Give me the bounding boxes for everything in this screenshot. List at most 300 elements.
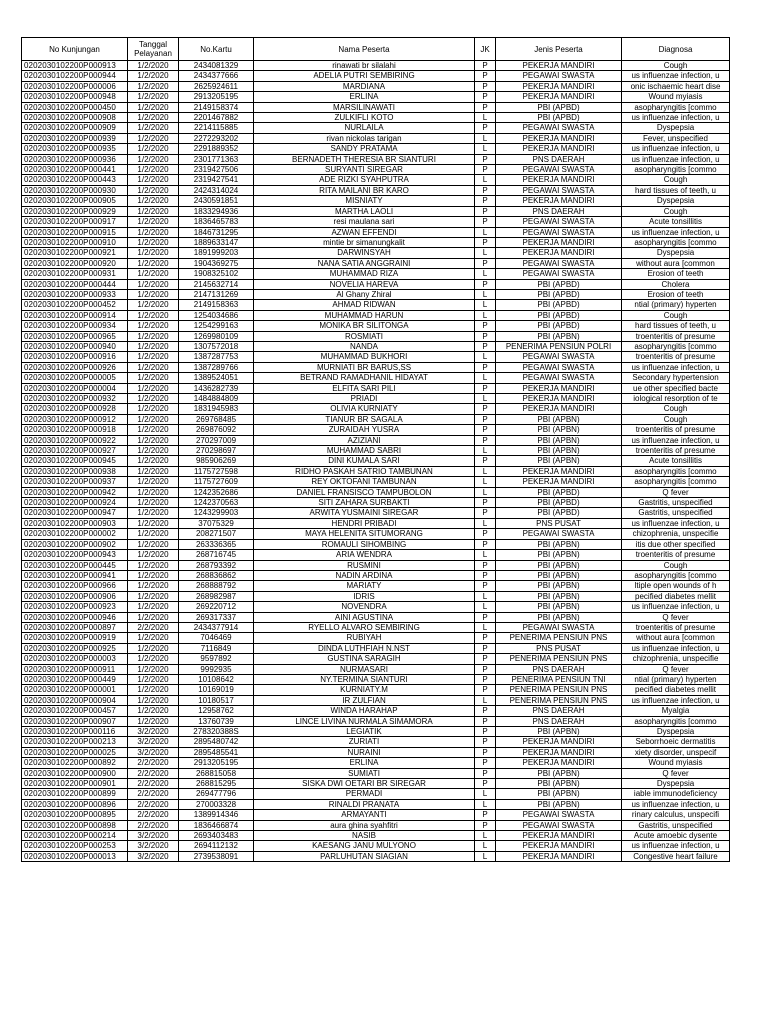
table-row — [22, 81, 730, 91]
cell-diagnosa: ue other specified bacte — [622, 383, 730, 393]
cell-diagnosa: Congestive heart failure — [622, 851, 730, 861]
cell-jk: P — [475, 331, 496, 341]
cell-diagnosa: us influenzae infection, u — [622, 71, 730, 81]
cell-jk: P — [475, 279, 496, 289]
cell-no-kartu: 1389524051 — [179, 373, 254, 383]
cell-no-kartu: 1175727609 — [179, 477, 254, 487]
cell-no-kunjungan: 0202030102200P000926 — [22, 362, 128, 372]
cell-no-kartu: 269876092 — [179, 425, 254, 435]
cell-no-kartu: 1484884809 — [179, 394, 254, 404]
cell-no-kartu: 2895480742 — [179, 737, 254, 747]
cell-nama-peserta: ARMAYANTI — [254, 810, 475, 820]
cell-tanggal-pelayanan: 2/2/2020 — [128, 820, 179, 830]
cell-no-kunjungan: 0202030102200P000001 — [22, 685, 128, 695]
cell-jk: L — [475, 394, 496, 404]
cell-nama-peserta: NY.TERMINA SIANTURI — [254, 674, 475, 684]
cell-jenis-peserta: PEGAWAI SWASTA — [496, 71, 622, 81]
cell-jenis-peserta: PEKERJA MANDIRI — [496, 758, 622, 768]
cell-diagnosa: troenteritis of presume — [622, 352, 730, 362]
cell-jenis-peserta: PEKERJA MANDIRI — [496, 747, 622, 757]
cell-jenis-peserta: PEGAWAI SWASTA — [496, 217, 622, 227]
cell-tanggal-pelayanan: 1/2/2020 — [128, 144, 179, 154]
cell-no-kartu: 1436282739 — [179, 383, 254, 393]
cell-diagnosa: Q fever — [622, 768, 730, 778]
cell-no-kartu: 268716745 — [179, 550, 254, 560]
cell-tanggal-pelayanan: 2/2/2020 — [128, 758, 179, 768]
cell-nama-peserta: PARLUHUTAN SIAGIAN — [254, 851, 475, 861]
table-row — [22, 258, 730, 268]
cell-jenis-peserta: PEKERJA MANDIRI — [496, 831, 622, 841]
cell-tanggal-pelayanan: 1/2/2020 — [128, 227, 179, 237]
cell-jk: P — [475, 61, 496, 71]
cell-jk: L — [475, 144, 496, 154]
cell-no-kartu: 7046469 — [179, 633, 254, 643]
table-row — [22, 550, 730, 560]
cell-no-kunjungan: 0202030102200P000946 — [22, 612, 128, 622]
cell-tanggal-pelayanan: 3/2/2020 — [128, 737, 179, 747]
cell-no-kunjungan: 0202030102200P000900 — [22, 768, 128, 778]
cell-diagnosa: Cough — [622, 310, 730, 320]
cell-tanggal-pelayanan: 1/2/2020 — [128, 654, 179, 664]
table-row — [22, 706, 730, 716]
cell-jk: P — [475, 570, 496, 580]
cell-diagnosa: us influenzae infection, u — [622, 154, 730, 164]
patient-visit-table — [21, 37, 730, 862]
cell-tanggal-pelayanan: 1/2/2020 — [128, 498, 179, 508]
cell-jk: P — [475, 383, 496, 393]
cell-jk: P — [475, 820, 496, 830]
cell-diagnosa: itis due other specified — [622, 539, 730, 549]
cell-jenis-peserta: PEGAWAI SWASTA — [496, 373, 622, 383]
cell-jenis-peserta: PBI (APBN) — [496, 446, 622, 456]
cell-jenis-peserta: PBI (APBN) — [496, 414, 622, 424]
cell-nama-peserta: AZWAN EFFENDI — [254, 227, 475, 237]
cell-jk: L — [475, 248, 496, 258]
cell-nama-peserta: NOVELIA HAREVA — [254, 279, 475, 289]
cell-no-kunjungan: 0202030102200P000939 — [22, 133, 128, 143]
cell-no-kunjungan: 0202030102200P000905 — [22, 196, 128, 206]
cell-nama-peserta: RITA MAILANI BR KARO — [254, 185, 475, 195]
cell-no-kunjungan: 0202030102200P000449 — [22, 674, 128, 684]
cell-jk: L — [475, 477, 496, 487]
cell-jk: L — [475, 227, 496, 237]
cell-jenis-peserta: PENERIMA PENSIUN POLRI — [496, 341, 622, 351]
table-row — [22, 435, 730, 445]
cell-tanggal-pelayanan: 1/2/2020 — [128, 258, 179, 268]
cell-jk: P — [475, 81, 496, 91]
cell-nama-peserta: MONIKA BR SILITONGA — [254, 321, 475, 331]
cell-no-kunjungan: 0202030102200P000002 — [22, 529, 128, 539]
cell-no-kartu: 268836862 — [179, 570, 254, 580]
table-row — [22, 144, 730, 154]
cell-no-kartu: 263336365 — [179, 539, 254, 549]
header-tanggal-pelayanan: Tanggal Pelayanan — [128, 38, 179, 61]
cell-jk: P — [475, 321, 496, 331]
cell-nama-peserta: NURLAILA — [254, 123, 475, 133]
cell-jk: L — [475, 300, 496, 310]
cell-no-kunjungan: 0202030102200P000904 — [22, 695, 128, 705]
table-row — [22, 165, 730, 175]
table-row — [22, 727, 730, 737]
cell-nama-peserta: SUMIATI — [254, 768, 475, 778]
table-row — [22, 466, 730, 476]
cell-no-kartu: 1836466874 — [179, 820, 254, 830]
table-row — [22, 404, 730, 414]
cell-nama-peserta: NADIN ARDINA — [254, 570, 475, 580]
cell-jk: P — [475, 716, 496, 726]
cell-diagnosa: us influenzae infection, u — [622, 602, 730, 612]
cell-jk: P — [475, 685, 496, 695]
cell-no-kunjungan: 0202030102200P000116 — [22, 727, 128, 737]
cell-no-kartu: 269477796 — [179, 789, 254, 799]
cell-nama-peserta: NOVENDRA — [254, 602, 475, 612]
cell-tanggal-pelayanan: 1/2/2020 — [128, 185, 179, 195]
cell-tanggal-pelayanan: 3/2/2020 — [128, 841, 179, 851]
cell-tanggal-pelayanan: 3/2/2020 — [128, 831, 179, 841]
cell-jenis-peserta: PENERIMA PENSIUN PNS — [496, 633, 622, 643]
table-row — [22, 498, 730, 508]
cell-tanggal-pelayanan: 1/2/2020 — [128, 446, 179, 456]
cell-tanggal-pelayanan: 1/2/2020 — [128, 133, 179, 143]
cell-nama-peserta: MUHAMMAD RIZA — [254, 269, 475, 279]
header-nama-peserta: Nama Peserta — [254, 38, 475, 61]
cell-no-kunjungan: 0202030102200P000914 — [22, 310, 128, 320]
cell-jenis-peserta: PEKERJA MANDIRI — [496, 383, 622, 393]
table-row — [22, 779, 730, 789]
table-row — [22, 477, 730, 487]
cell-jenis-peserta: PBI (APBN) — [496, 570, 622, 580]
table-row — [22, 206, 730, 216]
table-row — [22, 113, 730, 123]
cell-diagnosa: Gastritis, unspecified — [622, 508, 730, 518]
cell-no-kartu: 268982987 — [179, 591, 254, 601]
cell-no-kartu: 268815295 — [179, 779, 254, 789]
cell-nama-peserta: REY OKTOFANI TAMBUNAN — [254, 477, 475, 487]
cell-no-kartu: 1254034686 — [179, 310, 254, 320]
table-row — [22, 570, 730, 580]
cell-no-kunjungan: 0202030102200P000947 — [22, 508, 128, 518]
cell-nama-peserta: ELFITA SARI PILI — [254, 383, 475, 393]
cell-nama-peserta: ZURAIDAH YUSRA — [254, 425, 475, 435]
cell-nama-peserta: aura ghina syahfitri — [254, 820, 475, 830]
cell-tanggal-pelayanan: 1/2/2020 — [128, 113, 179, 123]
cell-jenis-peserta: PEKERJA MANDIRI — [496, 237, 622, 247]
cell-tanggal-pelayanan: 1/2/2020 — [128, 456, 179, 466]
cell-jenis-peserta: PEGAWAI SWASTA — [496, 820, 622, 830]
cell-nama-peserta: MURNIATI BR BARUS,SS — [254, 362, 475, 372]
cell-jenis-peserta: PEKERJA MANDIRI — [496, 81, 622, 91]
cell-no-kartu: 2272293202 — [179, 133, 254, 143]
cell-diagnosa: Cough — [622, 206, 730, 216]
cell-tanggal-pelayanan: 1/2/2020 — [128, 425, 179, 435]
cell-diagnosa: asopharyngitis [commo — [622, 570, 730, 580]
cell-no-kartu: 1908325102 — [179, 269, 254, 279]
cell-diagnosa: ntial (primary) hyperten — [622, 674, 730, 684]
table-row — [22, 383, 730, 393]
cell-tanggal-pelayanan: 1/2/2020 — [128, 664, 179, 674]
cell-no-kunjungan: 0202030102200P000452 — [22, 300, 128, 310]
cell-jk: P — [475, 529, 496, 539]
cell-no-kunjungan: 0202030102200P000922 — [22, 435, 128, 445]
cell-no-kartu: 1833294936 — [179, 206, 254, 216]
table-row — [22, 518, 730, 528]
table-row — [22, 414, 730, 424]
cell-diagnosa: troenteritis of presume — [622, 446, 730, 456]
table-row — [22, 529, 730, 539]
cell-nama-peserta: PERMADI — [254, 789, 475, 799]
cell-diagnosa: asopharyngitis [commo — [622, 716, 730, 726]
cell-nama-peserta: AINI AGUSTINA — [254, 612, 475, 622]
cell-no-kartu: 1836465783 — [179, 217, 254, 227]
cell-tanggal-pelayanan: 1/2/2020 — [128, 71, 179, 81]
cell-jenis-peserta: PEKERJA MANDIRI — [496, 196, 622, 206]
cell-no-kunjungan: 0202030102200P000901 — [22, 779, 128, 789]
cell-no-kunjungan: 0202030102200P000936 — [22, 154, 128, 164]
cell-no-kunjungan: 0202030102200P000895 — [22, 810, 128, 820]
cell-tanggal-pelayanan: 1/2/2020 — [128, 300, 179, 310]
cell-tanggal-pelayanan: 1/2/2020 — [128, 550, 179, 560]
table-row — [22, 591, 730, 601]
cell-diagnosa: us influenzae infection, u — [622, 362, 730, 372]
cell-no-kunjungan: 0202030102200P000930 — [22, 185, 128, 195]
cell-jenis-peserta: PEKERJA MANDIRI — [496, 737, 622, 747]
cell-jenis-peserta: PBI (APBN) — [496, 550, 622, 560]
cell-jenis-peserta: PBI (APBD) — [496, 113, 622, 123]
table-row — [22, 737, 730, 747]
cell-jk: P — [475, 674, 496, 684]
cell-no-kartu: 2913205195 — [179, 92, 254, 102]
cell-tanggal-pelayanan: 1/2/2020 — [128, 237, 179, 247]
cell-nama-peserta: ADELIA PUTRI SEMBIRING — [254, 71, 475, 81]
cell-no-kartu: 1269980109 — [179, 331, 254, 341]
cell-nama-peserta: ARWITA YUSMAINI SIREGAR — [254, 508, 475, 518]
cell-no-kunjungan: 0202030102200P000213 — [22, 737, 128, 747]
header-no-kartu: No.Kartu — [179, 38, 254, 61]
cell-tanggal-pelayanan: 1/2/2020 — [128, 92, 179, 102]
cell-no-kartu: 985906269 — [179, 456, 254, 466]
cell-no-kunjungan: 0202030102200P000917 — [22, 217, 128, 227]
table-row — [22, 581, 730, 591]
cell-tanggal-pelayanan: 1/2/2020 — [128, 529, 179, 539]
cell-jk: P — [475, 706, 496, 716]
cell-jenis-peserta: PEGAWAI SWASTA — [496, 227, 622, 237]
cell-nama-peserta: ZULKIFLI KOTO — [254, 113, 475, 123]
cell-tanggal-pelayanan: 1/2/2020 — [128, 602, 179, 612]
cell-jk: P — [475, 654, 496, 664]
cell-no-kunjungan: 0202030102200P000906 — [22, 591, 128, 601]
cell-no-kartu: 2424314024 — [179, 185, 254, 195]
cell-no-kunjungan: 0202030102200P000004 — [22, 383, 128, 393]
cell-tanggal-pelayanan: 1/2/2020 — [128, 394, 179, 404]
cell-nama-peserta: ERLINA — [254, 92, 475, 102]
cell-tanggal-pelayanan: 1/2/2020 — [128, 81, 179, 91]
table-row — [22, 300, 730, 310]
cell-tanggal-pelayanan: 1/2/2020 — [128, 518, 179, 528]
cell-diagnosa: rinary calculus, unspecifi — [622, 810, 730, 820]
cell-jk: L — [475, 446, 496, 456]
cell-jenis-peserta: PEKERJA MANDIRI — [496, 466, 622, 476]
header-jenis-peserta: Jenis Peserta — [496, 38, 622, 61]
table-row — [22, 758, 730, 768]
cell-jk: L — [475, 269, 496, 279]
cell-nama-peserta: rinawati br silalahi — [254, 61, 475, 71]
cell-no-kunjungan: 0202030102200P000912 — [22, 414, 128, 424]
cell-nama-peserta: LINCE LIVINA NURMALA SIMAMORA — [254, 716, 475, 726]
cell-jenis-peserta: PNS PUSAT — [496, 643, 622, 653]
cell-nama-peserta: NANDA — [254, 341, 475, 351]
table-row — [22, 61, 730, 71]
cell-no-kunjungan: 0202030102200P000931 — [22, 269, 128, 279]
cell-no-kartu: 269220712 — [179, 602, 254, 612]
cell-diagnosa: us influenzae infection, u — [622, 144, 730, 154]
cell-jk: P — [475, 196, 496, 206]
cell-jk: L — [475, 851, 496, 861]
cell-jenis-peserta: PENERIMA PENSIUN TNI — [496, 674, 622, 684]
cell-jenis-peserta: PBI (APBN) — [496, 727, 622, 737]
cell-diagnosa: asopharyngitis [commo — [622, 102, 730, 112]
table-row — [22, 831, 730, 841]
table-row — [22, 175, 730, 185]
cell-no-kartu: 7116849 — [179, 643, 254, 653]
cell-no-kunjungan: 0202030102200P000916 — [22, 352, 128, 362]
cell-no-kunjungan: 0202030102200P000944 — [22, 71, 128, 81]
cell-nama-peserta: resi maulana sari — [254, 217, 475, 227]
table-row — [22, 841, 730, 851]
cell-no-kartu: 268815058 — [179, 768, 254, 778]
cell-tanggal-pelayanan: 1/2/2020 — [128, 175, 179, 185]
cell-jenis-peserta: PBI (APBN) — [496, 799, 622, 809]
cell-jk: L — [475, 352, 496, 362]
cell-jk: P — [475, 727, 496, 737]
cell-nama-peserta: LEGIATIK — [254, 727, 475, 737]
cell-no-kunjungan: 0202030102200P000934 — [22, 321, 128, 331]
table-row — [22, 622, 730, 632]
cell-no-kartu: 10108642 — [179, 674, 254, 684]
cell-no-kunjungan: 0202030102200P000898 — [22, 820, 128, 830]
cell-jk: L — [475, 695, 496, 705]
cell-jenis-peserta: PEKERJA MANDIRI — [496, 92, 622, 102]
cell-no-kunjungan: 0202030102200P000921 — [22, 248, 128, 258]
cell-tanggal-pelayanan: 1/2/2020 — [128, 123, 179, 133]
table-row — [22, 508, 730, 518]
cell-no-kartu: 1307572018 — [179, 341, 254, 351]
cell-tanggal-pelayanan: 1/2/2020 — [128, 539, 179, 549]
table-row — [22, 227, 730, 237]
cell-jenis-peserta: PNS DAERAH — [496, 664, 622, 674]
cell-no-kartu: 2693403483 — [179, 831, 254, 841]
cell-jk: L — [475, 289, 496, 299]
cell-nama-peserta: NASIB — [254, 831, 475, 841]
cell-diagnosa: Dyspepsia — [622, 779, 730, 789]
cell-no-kartu: 270003328 — [179, 799, 254, 809]
cell-diagnosa: us influenzae infection, u — [622, 518, 730, 528]
cell-jk: L — [475, 373, 496, 383]
cell-jk: P — [475, 643, 496, 653]
table-row — [22, 102, 730, 112]
cell-jenis-peserta: PBI (APBN) — [496, 539, 622, 549]
header-no-kunjungan: No Kunjungan — [22, 38, 128, 61]
cell-jenis-peserta: PBI (APBN) — [496, 425, 622, 435]
table-row — [22, 747, 730, 757]
cell-jenis-peserta: PNS PUSAT — [496, 518, 622, 528]
cell-jk: P — [475, 185, 496, 195]
cell-jenis-peserta: PBI (APBN) — [496, 789, 622, 799]
cell-diagnosa: asopharyngitis [commo — [622, 466, 730, 476]
cell-diagnosa: Acute tonsillitis — [622, 456, 730, 466]
cell-diagnosa: hard tissues of teeth, u — [622, 321, 730, 331]
table-row — [22, 92, 730, 102]
cell-jenis-peserta: PEGAWAI SWASTA — [496, 123, 622, 133]
cell-diagnosa: Cholera — [622, 279, 730, 289]
cell-nama-peserta: RUSMINI — [254, 560, 475, 570]
cell-jenis-peserta: PEGAWAI SWASTA — [496, 258, 622, 268]
table-row — [22, 269, 730, 279]
cell-no-kunjungan: 0202030102200P000003 — [22, 654, 128, 664]
cell-no-kunjungan: 0202030102200P000927 — [22, 446, 128, 456]
cell-jk: P — [475, 810, 496, 820]
cell-jenis-peserta: PEGAWAI SWASTA — [496, 622, 622, 632]
cell-no-kunjungan: 0202030102200P000441 — [22, 165, 128, 175]
cell-jk: L — [475, 799, 496, 809]
cell-no-kartu: 1387289766 — [179, 362, 254, 372]
cell-nama-peserta: ZURIATI — [254, 737, 475, 747]
cell-no-kunjungan: 0202030102200P000450 — [22, 102, 128, 112]
cell-jk: P — [475, 258, 496, 268]
cell-jenis-peserta: PBI (APBD) — [496, 300, 622, 310]
cell-tanggal-pelayanan: 1/2/2020 — [128, 279, 179, 289]
cell-jk: P — [475, 737, 496, 747]
cell-no-kunjungan: 0202030102200P000933 — [22, 289, 128, 299]
table-row — [22, 539, 730, 549]
cell-no-kunjungan: 0202030102200P000909 — [22, 123, 128, 133]
cell-diagnosa: Secondary hypertension — [622, 373, 730, 383]
cell-nama-peserta: KURNIATY.M — [254, 685, 475, 695]
cell-diagnosa: Q fever — [622, 487, 730, 497]
cell-diagnosa: chizophrenia, unspecifie — [622, 654, 730, 664]
cell-diagnosa: iable immunodeficiency — [622, 789, 730, 799]
table-row — [22, 716, 730, 726]
table-row — [22, 133, 730, 143]
cell-no-kunjungan: 0202030102200P000924 — [22, 498, 128, 508]
cell-no-kunjungan: 0202030102200P000919 — [22, 633, 128, 643]
cell-jk: P — [475, 237, 496, 247]
cell-tanggal-pelayanan: 1/2/2020 — [128, 508, 179, 518]
cell-jk: P — [475, 341, 496, 351]
cell-diagnosa: Dyspepsia — [622, 727, 730, 737]
cell-no-kunjungan: 0202030102200P000006 — [22, 81, 128, 91]
cell-jk: P — [475, 362, 496, 372]
table-row — [22, 789, 730, 799]
cell-jk: P — [475, 414, 496, 424]
cell-nama-peserta: OLIVIA KURNIATY — [254, 404, 475, 414]
cell-no-kartu: 2149158363 — [179, 300, 254, 310]
cell-jenis-peserta: PBI (APBD) — [496, 289, 622, 299]
cell-no-kunjungan: 0202030102200P000444 — [22, 279, 128, 289]
cell-tanggal-pelayanan: 3/2/2020 — [128, 851, 179, 861]
cell-no-kunjungan: 0202030102200P000214 — [22, 831, 128, 841]
cell-no-kartu: 1389914346 — [179, 810, 254, 820]
cell-no-kunjungan: 0202030102200P000913 — [22, 61, 128, 71]
cell-nama-peserta: RIDHO PASKAH SATRIO TAMBUNAN — [254, 466, 475, 476]
cell-jenis-peserta: PNS DAERAH — [496, 206, 622, 216]
cell-diagnosa: Gastritis, unspecified — [622, 820, 730, 830]
cell-nama-peserta: DINDA LUTHFIAH N.NST — [254, 643, 475, 653]
cell-diagnosa: without aura [common — [622, 633, 730, 643]
cell-nama-peserta: MUHAMMAD BUKHORI — [254, 352, 475, 362]
cell-tanggal-pelayanan: 2/2/2020 — [128, 768, 179, 778]
cell-nama-peserta: Al Ghany Zhiral — [254, 289, 475, 299]
cell-jenis-peserta: PNS DAERAH — [496, 154, 622, 164]
